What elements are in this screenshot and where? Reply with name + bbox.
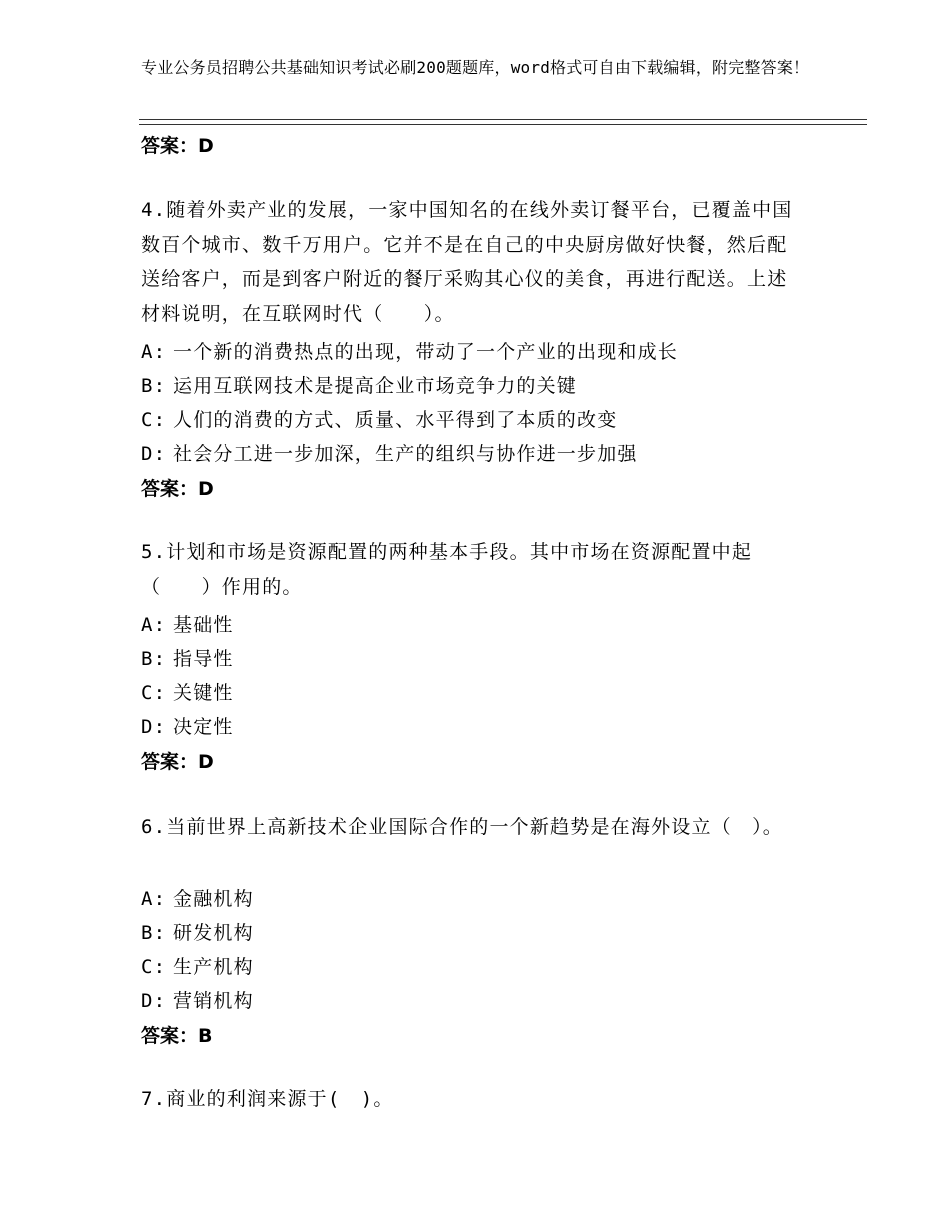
question-5-option-a [141, 610, 234, 637]
option-key: B: [141, 648, 167, 670]
option-text: 研发机构 [173, 922, 254, 944]
option-text: 一个新的消费热点的出现，带动了一个产业的出现和成长 [173, 341, 679, 363]
question-5-answer: 答案：D [141, 751, 214, 773]
option-key: B: [141, 922, 167, 944]
option-key: A: [141, 614, 167, 636]
answer-q3: 答案：D [141, 135, 214, 157]
question-4-answer: 答案：D [141, 478, 214, 500]
option-key: C: [141, 682, 167, 704]
option-text: 关键性 [173, 682, 234, 704]
option-text: 生产机构 [173, 956, 254, 978]
option-key: D: [141, 443, 167, 465]
question-6-option-c [141, 952, 254, 979]
option-text: 运用互联网技术是提高企业市场竞争力的关键 [173, 375, 578, 397]
option-text: 社会分工进一步加深，生产的组织与协作进一步加强 [173, 443, 638, 465]
question-5-option-b [141, 644, 234, 671]
option-text: 金融机构 [173, 888, 254, 910]
option-key: B: [141, 375, 167, 397]
question-5-option-d [141, 712, 234, 739]
question-4-option-c [141, 405, 617, 432]
question-5-option-c [141, 678, 234, 705]
option-key: A: [141, 341, 167, 363]
option-text: 基础性 [173, 614, 234, 636]
question-6-answer: 答案：B [141, 1025, 213, 1047]
page-header: 专业公务员招聘公共基础知识考试必刷200题题库，word格式可自由下载编辑，附完整答案！ [141, 58, 810, 77]
question-4-option-a [141, 337, 678, 364]
question-7-stem: 7.商业的利润来源于( )。 [141, 1088, 394, 1110]
question-6-option-b [141, 918, 254, 945]
question-6-option-a [141, 884, 254, 911]
header-rule [139, 119, 867, 125]
option-text: 人们的消费的方式、质量、水平得到了本质的改变 [173, 409, 618, 431]
question-4-option-d [141, 439, 638, 466]
option-key: D: [141, 990, 167, 1012]
option-text: 营销机构 [173, 990, 254, 1012]
question-4-stem: 4.随着外卖产业的发展，一家中国知名的在线外卖订餐平台，已覆盖中国数百个城市、数千万用户。它并不是在自己的中央厨房做好快餐，然后配送给客户，而是到客户附近的餐厅采购其心仪的美食，再进行配送。上述材料说明，在互联网时代（ ）。 [141, 199, 793, 325]
option-text: 指导性 [173, 648, 234, 670]
option-text: 决定性 [173, 716, 234, 738]
option-key: C: [141, 409, 167, 431]
option-key: D: [141, 716, 167, 738]
question-4-option-b [141, 371, 577, 398]
question-5-stem: 5.计划和市场是资源配置的两种基本手段。其中市场在资源配置中起（ ）作用的。 [141, 541, 753, 598]
option-key: C: [141, 956, 167, 978]
question-6-stem: 6.当前世界上高新技术企业国际合作的一个新趋势是在海外设立（ ）。 [141, 816, 783, 838]
question-6-option-d [141, 986, 254, 1013]
option-key: A: [141, 888, 167, 910]
